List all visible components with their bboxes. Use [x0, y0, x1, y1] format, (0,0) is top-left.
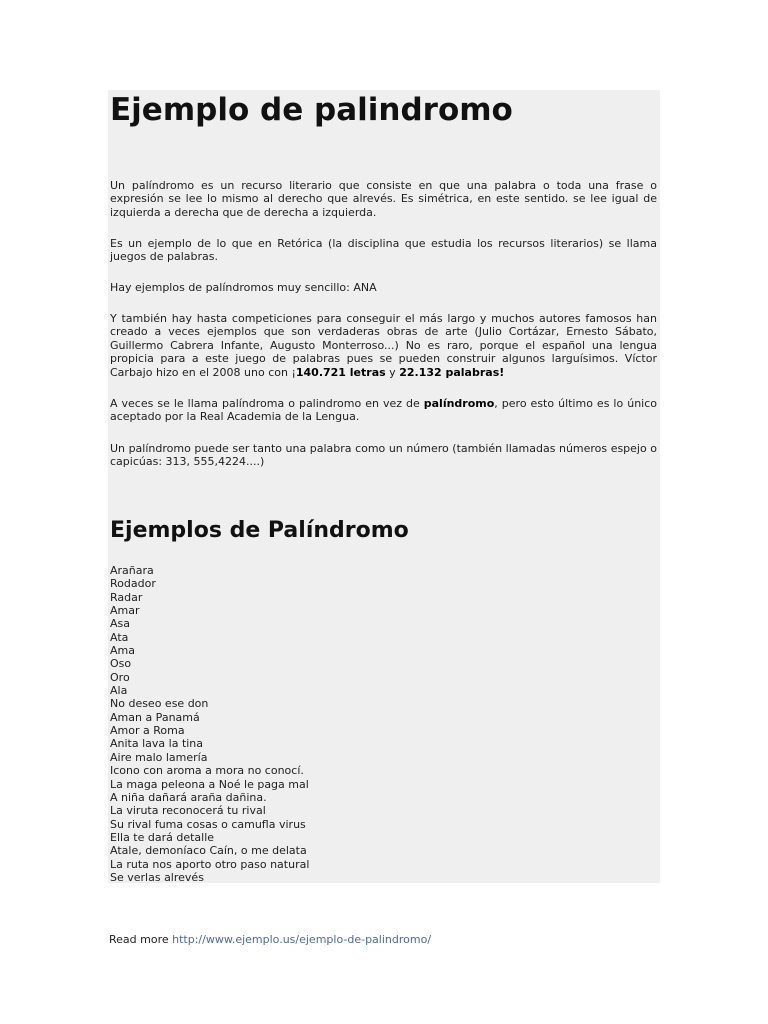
paragraph-naming [110, 397, 657, 424]
list-item: Anita lava la tina [110, 737, 204, 751]
read-more-link[interactable]: http://www.ejemplo.us/ejemplo-de-palindromo/ [172, 933, 432, 946]
list-item: Asa [110, 617, 130, 631]
list-item: Ama [110, 644, 135, 658]
list-item: Oso [110, 657, 132, 671]
list-item: Ata [110, 630, 129, 644]
list-item: Radar [110, 590, 143, 604]
list-item: Icono con aroma a mora no conocí. [110, 764, 304, 778]
paragraph-numbers: Un palíndromo puede ser tanto una palabra como un número (también llamadas números espejo o capicúas: 313, 555,4224....) [110, 442, 657, 469]
list-item: La maga peleona a Noé le paga mal [110, 777, 309, 791]
paragraph-rhetoric: Es un ejemplo de lo que en Retórica (la disciplina que estudia los recursos literarios) se llama juegos de palabras. [110, 237, 657, 264]
list-item: Se verlas alrevés [110, 870, 204, 884]
list-item: No deseo ese don [110, 697, 209, 711]
paragraph-simple-example: Hay ejemplos de palíndromos muy sencillo: ANA [110, 281, 377, 294]
list-item: La viruta reconocerá tu rival [110, 804, 266, 818]
section-title-examples: Ejemplos de Palíndromo [110, 518, 409, 543]
read-more [109, 933, 431, 947]
naming-text-end: , pero esto último es lo único aceptado por la Real Academia de la Lengua. [110, 397, 657, 424]
read-more-label: Read more [109, 933, 173, 946]
naming-text-start: A veces se le llama palíndroma o palindromo en vez de [110, 397, 424, 410]
list-item: Rodador [110, 577, 156, 591]
naming-bold-term: palíndromo [423, 397, 495, 410]
list-item: Ala [110, 684, 128, 698]
list-item: Oro [110, 670, 130, 684]
paragraph-competitions [110, 312, 657, 379]
words-count: 22.132 palabras! [399, 365, 505, 379]
competitions-text: Y también hay hasta competiciones para conseguir el más largo y muchos autores famosos han creado a veces ejemplos que son verdaderas obras de arte (Julio Cortázar, Ernesto Sábato, Guillermo Cabrera Infante, Augusto Monterroso...) No es raro, porque el español una lengua propicia para a este juego de palabras pues se pueden construir algunos larguísimos. Víctor Carbajo hizo en el 2008 uno con ¡ [110, 312, 657, 379]
list-item: Amor a Roma [110, 724, 185, 738]
list-item: A niña dañará araña dañina. [110, 790, 267, 804]
article-panel [108, 90, 660, 883]
list-item: La ruta nos aporto otro paso natural [110, 857, 310, 871]
examples-list [110, 564, 309, 884]
list-item: Ella te dará detalle [110, 830, 215, 844]
list-item: Su rival fuma cosas o camufla virus [110, 817, 306, 831]
paragraph-definition: Un palíndromo es un recurso literario que consiste en que una palabra o toda una frase o expresión se lee lo mismo al derecho que alrevés. Es simétrica, en este sentido. se lee igual de izquierda a derecha que de derecha a izquierda. [110, 179, 657, 219]
letters-count: 140.721 letras [295, 365, 386, 379]
list-item: Aire malo lamería [110, 750, 208, 764]
list-item: Aman a Panamá [110, 710, 200, 724]
page-title: Ejemplo de palindromo [110, 92, 513, 128]
list-item: Amar [110, 604, 140, 618]
competitions-connector: y [385, 365, 400, 379]
list-item: Atale, demoníaco Caín, o me delata [110, 844, 307, 858]
list-item: Arañara [110, 564, 154, 577]
